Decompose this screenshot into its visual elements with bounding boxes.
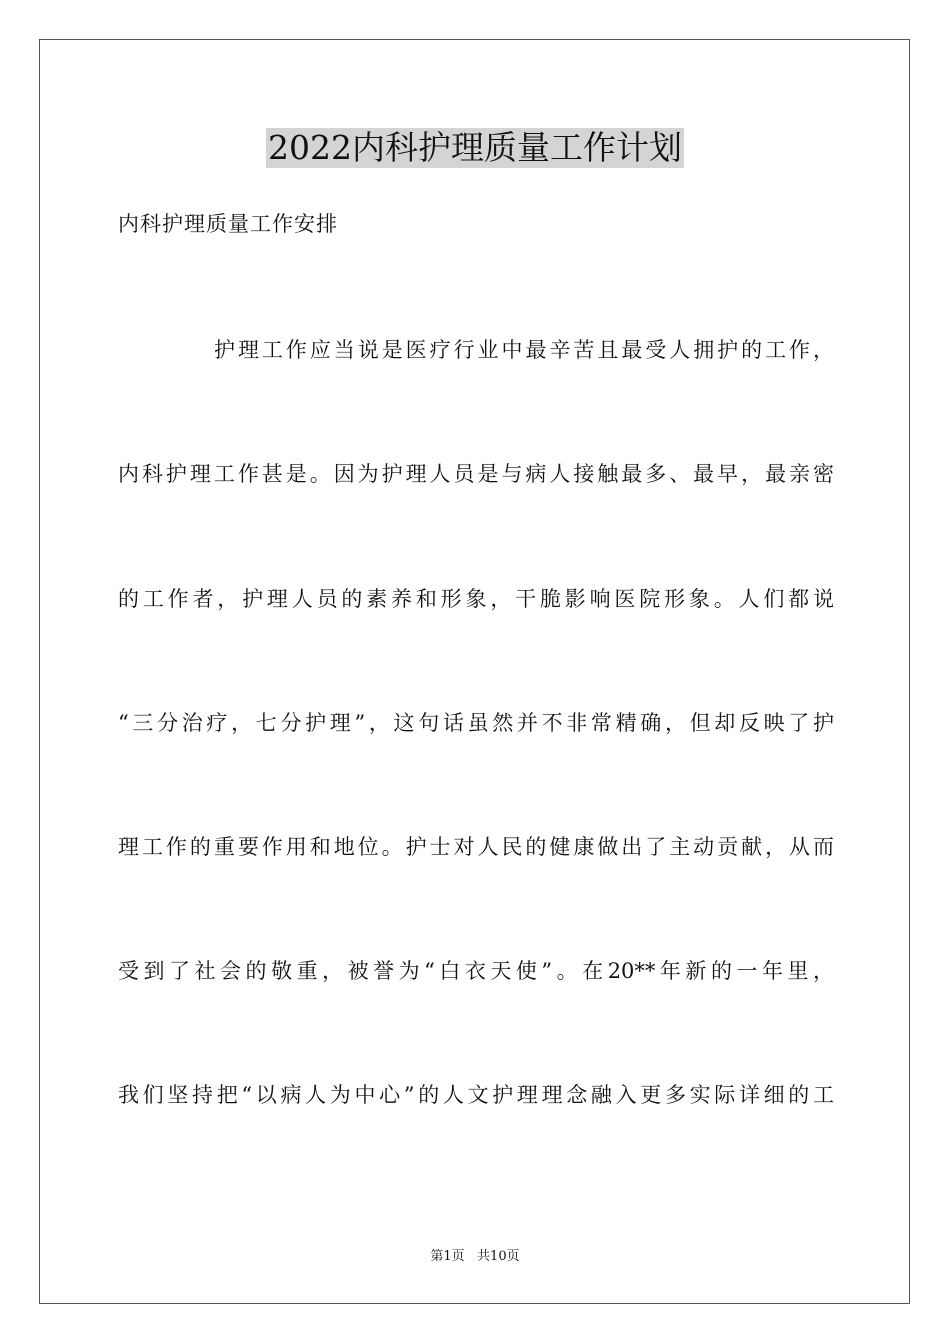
paragraph-line-3: 的工作者，护理人员的素养和形象，干脆影响医院形象。人们都说 — [118, 587, 834, 611]
paragraph-line-5: 理工作的重要作用和地位。护士对人民的健康做出了主动贡献，从而 — [118, 835, 834, 859]
paragraph-line-2: 内科护理工作甚是。因为护理人员是与病人接触最多、最早，最亲密 — [118, 462, 834, 486]
page-footer: 第1页 共10页 — [430, 1249, 520, 1264]
document-title: 2022内科护理质量工作计划 — [268, 128, 682, 167]
paragraph-line-6: 受到了社会的敬重，被誉为“白衣天使”。在20**年新的一年里， — [118, 959, 834, 983]
title-container — [0, 128, 950, 168]
paragraph-line-7: 我们坚持把“以病人为中心”的人文护理理念融入更多实际详细的工 — [118, 1083, 834, 1107]
document-subtitle: 内科护理质量工作安排 — [118, 212, 338, 236]
paragraph-line-4: “三分治疗，七分护理”，这句话虽然并不非常精确，但却反映了护 — [118, 711, 834, 735]
paragraph-line-1: 护理工作应当说是医疗行业中最辛苦且最受人拥护的工作， — [214, 338, 834, 362]
